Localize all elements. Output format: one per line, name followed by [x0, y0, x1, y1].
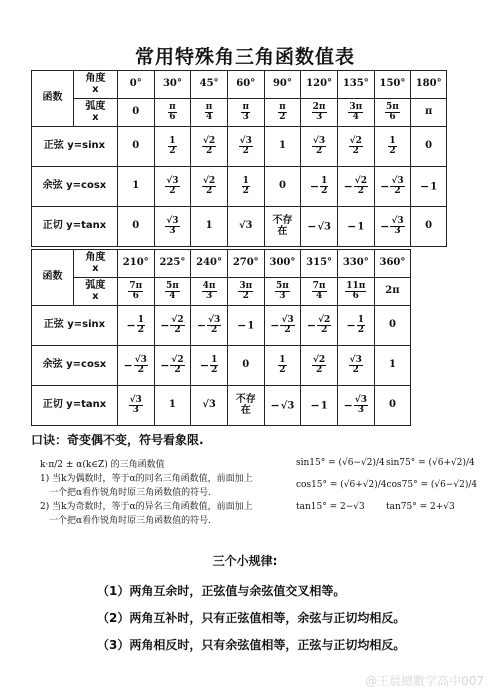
degree-cell: 180° — [411, 71, 447, 99]
value-cell: $\frac{1}{2}$ — [227, 167, 264, 207]
identity-cos75: cos75° = (√6−√2)/4 — [386, 480, 478, 490]
value-cell: 不存 在 — [227, 386, 264, 426]
radian-cell: π — [411, 99, 447, 127]
value-cell: − $\frac{√3}{3}$ — [337, 386, 374, 426]
value-cell: − $\frac{√2}{2}$ — [337, 167, 374, 207]
variable-label: x — [92, 83, 99, 95]
value-cell: 1 — [264, 127, 301, 167]
value-cell: − $\frac{1}{2}$ — [301, 167, 338, 207]
radian-header-cell — [73, 278, 117, 306]
value-cell: $\frac{√2}{2}$ — [301, 346, 338, 386]
identity-sin15: sin15° = (√6−√2)/4 — [296, 458, 385, 468]
radian-cell: $\frac{\pi}{3}$ — [227, 99, 264, 127]
table-row — [32, 250, 447, 278]
table-row — [32, 71, 447, 99]
rules-title: 三个小规律: — [212, 554, 278, 568]
value-cell: 不存 在 — [264, 207, 301, 247]
radian-cell: $\frac{\pi}{2}$ — [264, 99, 301, 127]
value-cell: − $\frac{√2}{2}$ — [301, 306, 338, 346]
value-cell: −√3 — [264, 386, 301, 426]
value-cell: − $\frac{√3}{2}$ — [374, 167, 411, 207]
table-row — [32, 99, 447, 127]
value-cell: − $\frac{√2}{2}$ — [154, 306, 191, 346]
degree-cell: 150° — [374, 71, 411, 99]
value-cell: $\frac{√2}{2}$ — [191, 167, 228, 207]
variable-label: x — [92, 262, 99, 274]
degree-cell: 45° — [191, 71, 228, 99]
value-cell: $\frac{1}{2}$ — [154, 127, 191, 167]
degree-cell: 90° — [264, 71, 301, 99]
identity-tan75: tan75° = 2+√3 — [386, 502, 455, 512]
value-cell: √3 — [227, 207, 264, 247]
empty-cell — [411, 386, 447, 426]
value-cell: − $\frac{1}{2}$ — [191, 346, 228, 386]
table-row — [32, 306, 447, 346]
value-cell: $\frac{√3}{2}$ — [337, 346, 374, 386]
radian-cell: $\frac{7\pi}{6}$ — [117, 278, 154, 306]
table-row — [32, 127, 447, 167]
degree-cell: 330° — [337, 250, 374, 278]
mnemonic: 口诀：奇变偶不变，符号看象限. — [31, 433, 204, 447]
degree-cell: 0° — [117, 71, 154, 99]
function-header-cell: 函数 — [32, 71, 74, 127]
table-row — [32, 278, 447, 306]
note-line: 2) 当k为奇数时，等于α的异名三角函数值，前面加上 — [40, 502, 253, 512]
value-cell: −√3 — [301, 207, 338, 247]
value-cell: $\frac{√3}{3}$ — [154, 207, 191, 247]
radian-cell: 0 — [117, 99, 154, 127]
value-cell: 0 — [411, 127, 447, 167]
note-line: k·π/2 ± α(k∈Z) 的三角函数值 — [40, 460, 165, 470]
function-label-cell: 正弦 y=sinx — [32, 306, 118, 346]
empty-cell — [411, 346, 447, 386]
value-cell: − $\frac{√3}{2}$ — [264, 306, 301, 346]
value-cell: 0 — [227, 346, 264, 386]
angle-label: 角度 — [85, 252, 106, 263]
degree-cell: 225° — [154, 250, 191, 278]
value-cell: 0 — [264, 167, 301, 207]
value-cell: 1 — [191, 207, 228, 247]
value-cell: $\frac{√2}{2}$ — [191, 127, 228, 167]
degree-cell: 210° — [117, 250, 154, 278]
degree-cell: 270° — [227, 250, 264, 278]
radian-cell: $\frac{2\pi}{3}$ — [301, 99, 338, 127]
angle-header-cell — [73, 71, 117, 99]
radian-cell: $\frac{7\pi}{4}$ — [301, 278, 338, 306]
watermark: @王晨總數学高中007 — [365, 674, 484, 688]
function-label-cell: 正切 y=tanx — [32, 386, 118, 426]
radian-header-cell — [73, 99, 117, 127]
table-row — [32, 346, 447, 386]
radian-cell: $\frac{5\pi}{4}$ — [154, 278, 191, 306]
value-cell: − $\frac{√2}{2}$ — [154, 346, 191, 386]
radian-cell: $\frac{3\pi}{4}$ — [337, 99, 374, 127]
function-header-cell: 函数 — [32, 250, 74, 306]
value-cell: −1 — [301, 386, 338, 426]
radian-cell: $\frac{11\pi}{6}$ — [337, 278, 374, 306]
value-cell: $\frac{√3}{2}$ — [227, 127, 264, 167]
value-cell: √3 — [191, 386, 228, 426]
value-cell: $\frac{√2}{2}$ — [337, 127, 374, 167]
value-cell: − $\frac{√3}{2}$ — [191, 306, 228, 346]
degree-cell: 315° — [301, 250, 338, 278]
table-row — [32, 167, 447, 207]
note-line: 一个把α看作锐角时原三角函数值的符号. — [49, 516, 211, 526]
function-label-cell: 正弦 y=sinx — [32, 127, 118, 167]
variable-label: x — [92, 290, 99, 302]
empty-cell — [411, 250, 447, 278]
value-cell: 0 — [374, 306, 411, 346]
trig-table-2 — [31, 249, 447, 426]
value-cell: $\frac{1}{2}$ — [374, 127, 411, 167]
value-cell: 1 — [117, 167, 154, 207]
identity-tan15: tan15° = 2−√3 — [296, 502, 365, 512]
degree-cell: 30° — [154, 71, 191, 99]
degree-cell: 135° — [337, 71, 374, 99]
rule-item: （1）两角互余时，正弦值与余弦值交叉相等。 — [97, 584, 346, 598]
value-cell: −1 — [411, 167, 447, 207]
empty-cell — [411, 306, 447, 346]
value-cell: $\frac{1}{2}$ — [264, 346, 301, 386]
radian-cell: $\frac{4\pi}{3}$ — [191, 278, 228, 306]
special-angle-identities — [296, 452, 476, 518]
value-cell: −1 — [227, 306, 264, 346]
radian-cell: $\frac{5\pi}{3}$ — [264, 278, 301, 306]
empty-cell — [411, 278, 447, 306]
degree-cell: 240° — [191, 250, 228, 278]
value-cell: 0 — [117, 127, 154, 167]
trig-table-1 — [31, 70, 447, 247]
value-cell: − $\frac{1}{2}$ — [117, 306, 154, 346]
variable-label: x — [92, 111, 99, 123]
degree-cell: 300° — [264, 250, 301, 278]
page-title: 常用特殊角三角函数值表 — [134, 46, 355, 68]
value-cell: − $\frac{1}{2}$ — [337, 306, 374, 346]
identity-cos15: cos15° = (√6+√2)/4 — [296, 480, 387, 490]
value-cell: 0 — [374, 386, 411, 426]
angle-label: 角度 — [85, 73, 106, 84]
value-cell: 1 — [154, 386, 191, 426]
rule-item: （3）两角相反时，只有余弦值相等，正弦与正切均相反。 — [97, 638, 406, 652]
angle-header-cell — [73, 250, 117, 278]
table-row — [32, 207, 447, 247]
reduction-formula-note — [40, 458, 290, 528]
value-cell: 1 — [374, 346, 411, 386]
radian-cell: $\frac{\pi}{4}$ — [191, 99, 228, 127]
function-label-cell: 余弦 y=cosx — [32, 346, 118, 386]
value-cell: $\frac{√3}{3}$ — [117, 386, 154, 426]
radian-label: 弧度 — [85, 101, 106, 112]
function-label-cell: 余弦 y=cosx — [32, 167, 118, 207]
value-cell: $\frac{√3}{2}$ — [154, 167, 191, 207]
radian-cell: $\frac{\pi}{6}$ — [154, 99, 191, 127]
function-label-cell: 正切 y=tanx — [32, 207, 118, 247]
value-cell: − $\frac{√3}{3}$ — [374, 207, 411, 247]
radian-label: 弧度 — [85, 280, 106, 291]
radian-cell: $\frac{5\pi}{6}$ — [374, 99, 411, 127]
radian-cell: 2π — [374, 278, 411, 306]
rule-item: （2）两角互补时，只有正弦值相等，余弦与正切均相反。 — [97, 611, 406, 625]
value-cell: −1 — [337, 207, 374, 247]
table-row — [32, 386, 447, 426]
value-cell: 0 — [411, 207, 447, 247]
degree-cell: 360° — [374, 250, 411, 278]
value-cell: − $\frac{√3}{2}$ — [117, 346, 154, 386]
degree-cell: 60° — [227, 71, 264, 99]
value-cell: $\frac{√3}{2}$ — [301, 127, 338, 167]
note-line: 1) 当k为偶数时，等于α的同名三角函数值，前面加上 — [40, 474, 253, 484]
identity-sin75: sin75° = (√6+√2)/4 — [386, 458, 475, 468]
value-cell: 0 — [117, 207, 154, 247]
note-line: 一个把α看作锐角时原三角函数值的符号. — [49, 488, 211, 498]
degree-cell: 120° — [301, 71, 338, 99]
radian-cell: $\frac{3\pi}{2}$ — [227, 278, 264, 306]
